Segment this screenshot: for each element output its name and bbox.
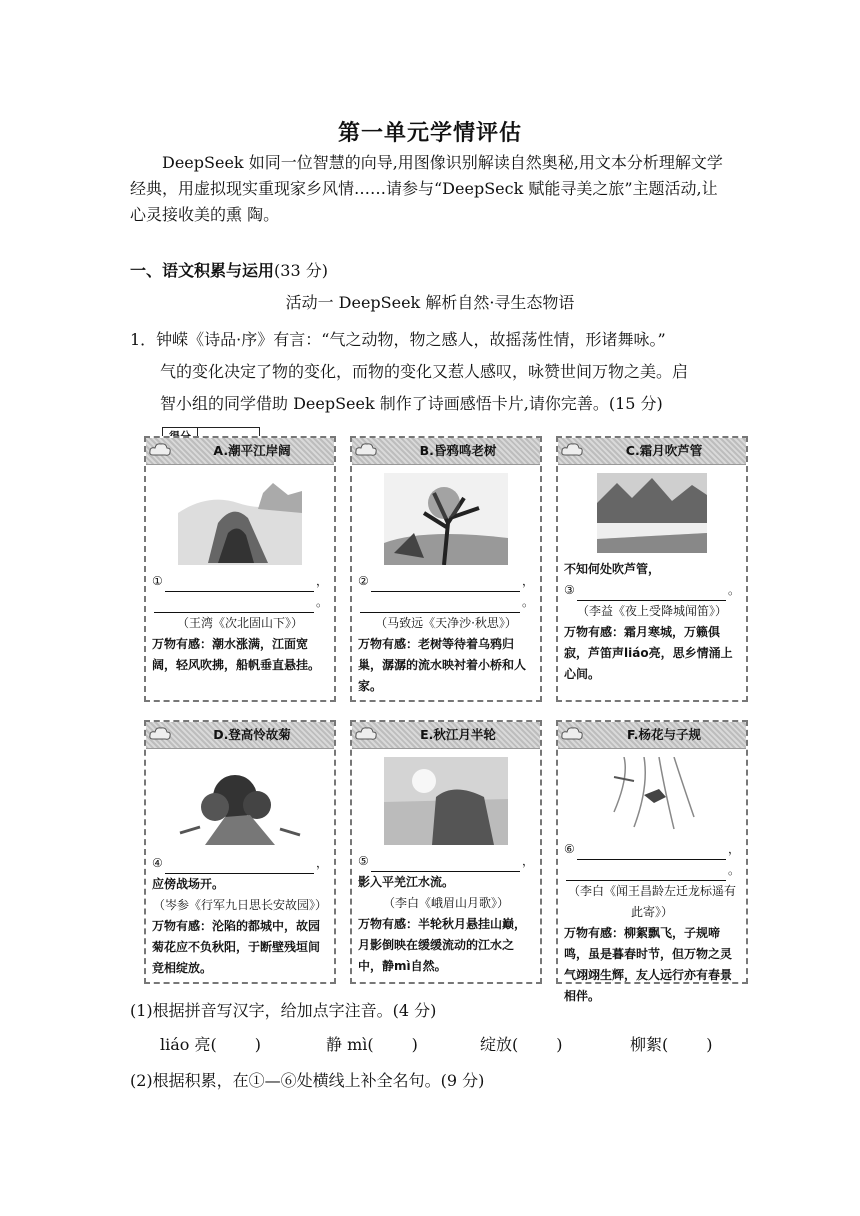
question-1: [130, 324, 730, 452]
poem-card-a: [144, 436, 336, 702]
cloud-icon: [354, 440, 378, 460]
cloud-icon: [560, 440, 584, 460]
intro-paragraph: DeepSeek 如同一位智慧的向导,用图像识别解读自然奥秘,用文本分析理解文学经典，用虚拟现实重现家乡风情……请参与“DeepSeck 赋能寻美之旅”主题活动,让心灵接收美的熏 陶。: [130, 153, 723, 224]
card-title: C.霜月吹芦管: [625, 443, 703, 458]
blank-line[interactable]: ④ ，: [152, 853, 328, 874]
card-source: （岑参《行军九日思长安故园》）: [152, 898, 327, 912]
card-body: [146, 853, 334, 985]
card-source: （马致远《天净沙·秋思》）: [375, 616, 517, 630]
card-source: （李益《夜上受降城闻笛》）: [576, 604, 727, 618]
q1-line1: 1．钟嵘《诗品·序》有言：“气之动物，物之感人，故摇荡性情，形诸舞咏。”: [130, 330, 666, 349]
page-title: 第一单元学情评估: [337, 121, 522, 146]
pinyin-label: 静 mì(: [326, 1035, 374, 1054]
poem-card-d: [144, 720, 336, 984]
subquestion-2: (2)根据积累，在①—⑥处横线上补全名句。(9 分): [130, 1071, 485, 1090]
card-header: [558, 438, 746, 465]
card-text: 万物有感：潮水涨满，江面宽阔，轻风吹拂，船帆垂直悬挂。: [152, 637, 321, 672]
pinyin-item-3[interactable]: [480, 1032, 563, 1055]
card-after-line: 影入平羌江水流。: [358, 875, 455, 889]
card-body: [146, 571, 334, 682]
paren-close: ): [254, 1035, 261, 1054]
blank-number: ①: [152, 574, 163, 588]
blank-number: ⑤: [358, 854, 369, 868]
activity-heading: 活动一 DeepSeek 解析自然·寻生态物语: [285, 293, 575, 312]
pinyin-item-4[interactable]: [630, 1032, 713, 1055]
card-text: 万物有感：柳絮飘飞，子规啼鸣，虽是暮春时节，但万物之灵气翊翊生辉，友人远行亦有春景相伴。: [564, 926, 733, 1003]
q1-line2: 气的变化决定了物的变化，而物的变化又惹人感叹，咏赞世间万物之美。启: [160, 362, 689, 381]
paren-close: ): [556, 1035, 563, 1054]
cloud-icon: [560, 724, 584, 744]
card-text: 万物有感：老树等待着乌鸦归巢，潺潺的流水映衬着小桥和人家。: [358, 637, 527, 693]
blank-line[interactable]: ⑤ ，: [358, 851, 534, 872]
landscape-image: [178, 473, 302, 565]
blank-number: ⑥: [564, 842, 575, 856]
card-after-line: 应傍战场开。: [152, 877, 225, 891]
blank-line[interactable]: ② ，: [358, 571, 534, 592]
cloud-icon: [148, 724, 172, 744]
section-points: (33 分): [274, 261, 328, 280]
blank-line[interactable]: ① ，: [152, 571, 328, 592]
blank-number: ③: [564, 583, 575, 597]
poem-card-f: [556, 720, 748, 1003]
card-title: F.杨花与子规: [627, 727, 701, 742]
card-header: [558, 722, 746, 749]
paren-close: ): [411, 1035, 418, 1054]
cloud-icon: [148, 440, 172, 460]
blank-line[interactable]: 。: [152, 592, 328, 613]
card-header: [146, 438, 334, 465]
q1-line3-text: 智小组的同学借助 DeepSeek 制作了诗画感悟卡片,请你完善。(15 分): [160, 394, 663, 413]
poem-card-c: [556, 436, 748, 702]
card-title: E.秋江月半轮: [420, 727, 496, 742]
poem-card-e: [350, 720, 542, 984]
cloud-icon: [354, 724, 378, 744]
card-title: D.登高怜故菊: [213, 727, 291, 742]
section-heading: [130, 258, 328, 281]
subquestion-1: (1)根据拼音写汉字，给加点字注音。(4 分): [130, 1001, 437, 1020]
card-text: 万物有感：霜月寒城，万籁俱寂，芦笛声liáo亮，思乡情涌上心间。: [564, 625, 733, 681]
blank-number: ④: [152, 856, 163, 870]
card-header: [146, 722, 334, 749]
pinyin-item-1[interactable]: [160, 1032, 261, 1055]
blank-line[interactable]: 。: [358, 592, 534, 613]
section-label: 一、语文积累与运用: [130, 261, 275, 280]
card-source: （李白《峨眉山月歌》）: [382, 896, 509, 910]
chrysanthemum-image: [175, 757, 305, 847]
paren-close: ): [706, 1035, 713, 1054]
willow-bird-image: [604, 757, 700, 833]
card-header: [352, 438, 540, 465]
blank-line[interactable]: ③ 。: [564, 580, 740, 601]
card-body: [558, 839, 746, 1013]
card-title: B.昏鸦鸣老树: [419, 443, 497, 458]
card-pre-line: 不知何处吹芦管，: [564, 562, 661, 576]
mountain-river-image: [597, 473, 707, 553]
card-body: [558, 559, 746, 691]
card-title: A.潮平江岸阔: [213, 443, 291, 458]
card-source: （王湾《次北固山下》）: [176, 616, 303, 630]
old-tree-image: [384, 473, 508, 565]
card-body: [352, 851, 540, 983]
pinyin-label: liáo 亮(: [160, 1035, 217, 1054]
card-text: 万物有感：沦陷的都城中，故园菊花应不负秋阳，于断壁残垣间竞相绽放。: [152, 919, 321, 975]
pinyin-label: 绽放(: [480, 1035, 519, 1054]
blank-line[interactable]: ⑥ ，: [564, 839, 740, 860]
blank-number: ②: [358, 574, 369, 588]
card-header: [352, 722, 540, 749]
autumn-moon-image: [384, 757, 508, 845]
pinyin-item-2[interactable]: [326, 1032, 418, 1055]
card-source: （李白《闻王昌龄左迁龙标遥有此寄》）: [567, 884, 736, 919]
blank-line[interactable]: 。: [564, 860, 740, 881]
card-body: [352, 571, 540, 703]
card-text: 万物有感：半轮秋月悬挂山巅，月影倒映在缓缓流动的江水之中，静mì自然。: [358, 917, 527, 973]
pinyin-label: 柳絮(: [630, 1035, 669, 1054]
poem-card-b: [350, 436, 542, 702]
